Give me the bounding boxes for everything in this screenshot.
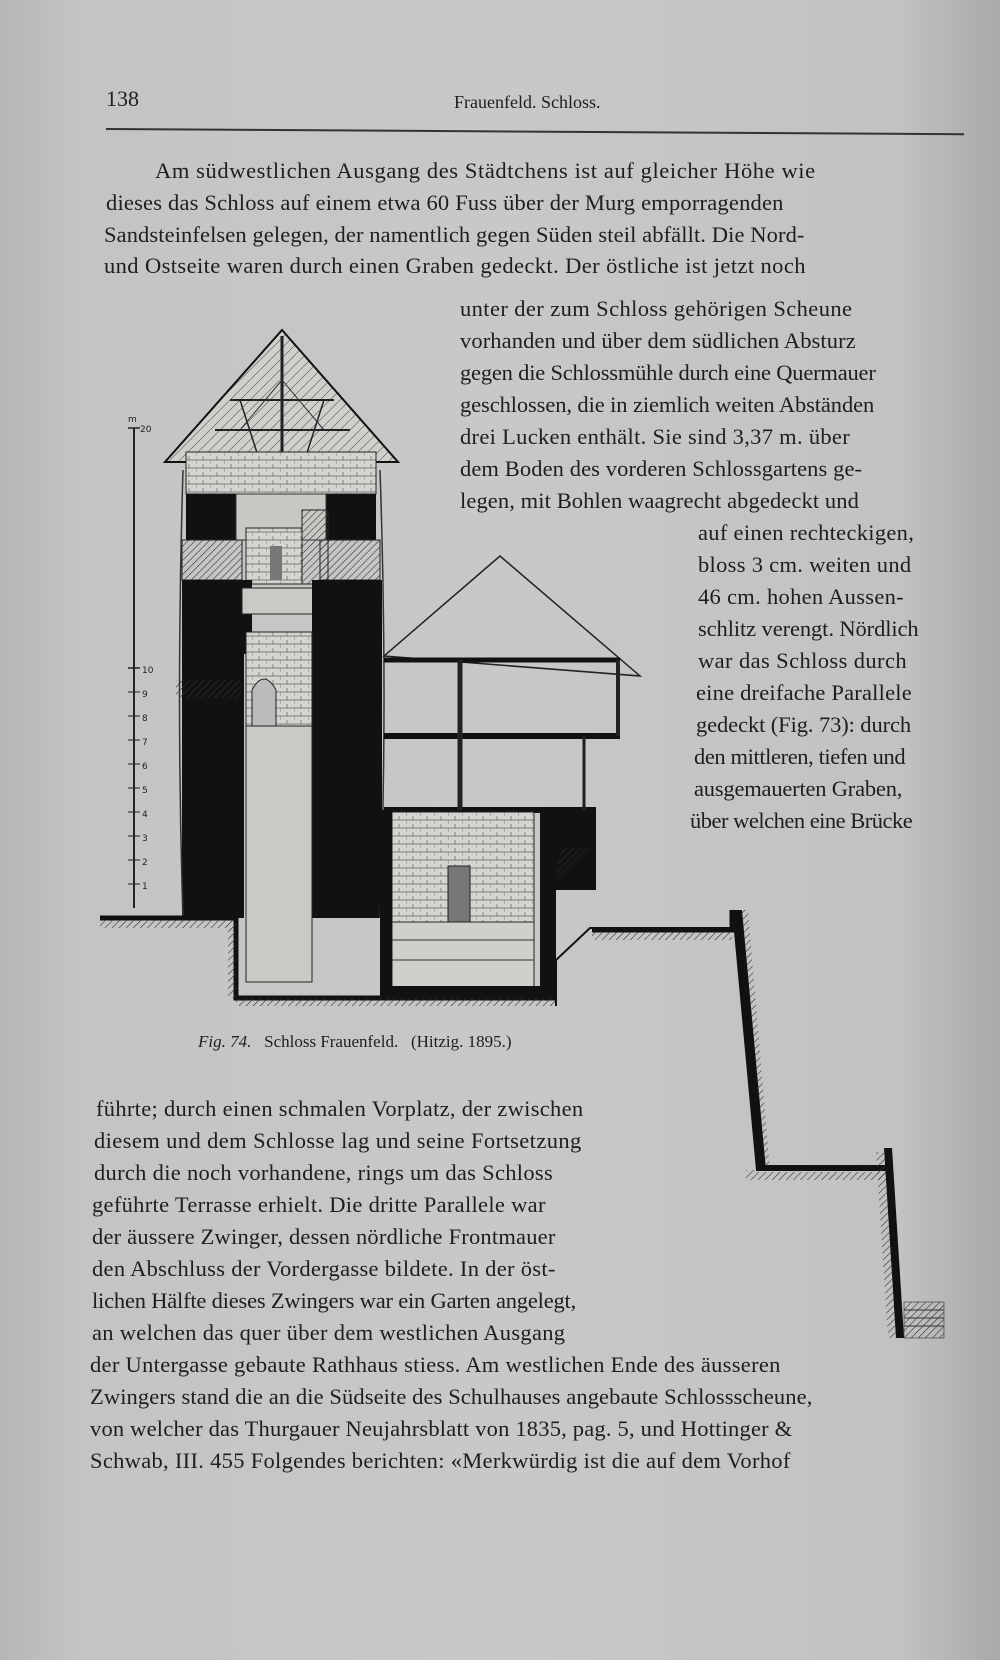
text-line: ausgemauerten Graben, (694, 776, 903, 801)
text-line: 46 cm. hohen Aussen- (698, 584, 904, 609)
scale-unit: m (128, 415, 137, 425)
tower-walls (176, 452, 384, 982)
running-title: Frauenfeld. Schloss. (454, 92, 601, 112)
scale-tick-label: 6 (142, 762, 148, 772)
text-line: an welchen das quer über dem westlichen Ausgang (92, 1320, 566, 1345)
scale-tick-label: 2 (142, 858, 148, 868)
text-line: vorhanden und über dem südlichen Absturz (460, 328, 856, 353)
caption-source: (Hitzig. 1895.) (410, 1032, 512, 1051)
text-line: führte; durch einen schmalen Vorplatz, der zwischen (96, 1096, 584, 1121)
caption-label: Fig. 74. (198, 1032, 252, 1051)
text-line: lichen Hälfte dieses Zwingers war ein Garten angelegt, (92, 1288, 577, 1313)
text-line: diesem und dem Schlosse lag und seine Fortsetzung (94, 1128, 582, 1153)
text-line: eine dreifache Parallele (696, 680, 912, 705)
scale-tick-label: 20 (140, 425, 152, 435)
caption-title: Schloss Frauenfeld. (264, 1032, 399, 1051)
text-line: den mittleren, tiefen und (694, 744, 906, 769)
scale-tick-label: 5 (142, 786, 148, 796)
scale-tick-label: 10 (142, 666, 154, 676)
text-line: gegen die Schlossmühle durch eine Quermauer (460, 360, 876, 385)
scale-tick-label: 4 (142, 810, 148, 820)
text-line: und Ostseite waren durch einen Graben gedeckt. Der östliche ist jetzt noch (104, 253, 806, 278)
text-line: schlitz verengt. Nördlich (698, 616, 919, 641)
text-line: über welchen eine Brücke (690, 808, 913, 833)
tower-roof (165, 330, 398, 462)
text-line: Zwingers stand die an die Südseite des Schulhauses angebaute Schlossscheune, (90, 1384, 813, 1409)
text-line: der äussere Zwinger, dessen nördliche Frontmauer (92, 1224, 556, 1249)
scale-tick-label: 1 (142, 882, 148, 892)
scale-tick-label: 8 (142, 714, 148, 724)
text-line: dieses das Schloss auf einem etwa 60 Fuss über der Murg emporragenden (106, 190, 784, 215)
text-line: bloss 3 cm. weiten und (698, 552, 912, 577)
text-line: legen, mit Bohlen waagrecht abgedeckt und (460, 488, 859, 513)
page-number: 138 (106, 86, 139, 111)
text-line: geschlossen, die in ziemlich weiten Abständen (460, 392, 875, 417)
text-line: durch die noch vorhandene, rings um das Schloss (94, 1160, 554, 1185)
text-line: Am südwestlichen Ausgang des Städtchens ist auf gleicher Höhe wie (155, 158, 816, 183)
text-line: Sandsteinfelsen gelegen, der namentlich gegen Süden steil abfällt. Die Nord- (104, 222, 805, 247)
text-line: von welcher das Thurgauer Neujahrsblatt von 1835, pag. 5, und Hottinger & (90, 1416, 793, 1441)
text-line: der Untergasse gebaute Rathhaus stiess. Am westlichen Ende des äusseren (90, 1352, 781, 1377)
text-line: Schwab, III. 455 Folgendes berichten: «Merkwürdig ist die auf dem Vorhof (90, 1448, 791, 1473)
text-line: drei Lucken enthält. Sie sind 3,37 m. über (460, 424, 851, 449)
text-line: gedeckt (Fig. 73): durch (696, 712, 912, 737)
scale-tick-label: 3 (142, 834, 148, 844)
scale-tick-label: 9 (142, 690, 148, 700)
text-line: auf einen rechteckigen, (698, 520, 915, 545)
text-line: den Abschluss der Vordergasse bildete. In der öst- (92, 1256, 556, 1281)
text-line: unter der zum Schloss gehörigen Scheune (460, 296, 853, 321)
scale-bar (128, 415, 154, 908)
scale-tick-label: 7 (142, 738, 148, 748)
text-line: geführte Terrasse erhielt. Die dritte Parallele war (92, 1192, 546, 1217)
text-line: dem Boden des vorderen Schlossgartens ge- (460, 456, 863, 481)
text-line: war das Schloss durch (698, 648, 907, 673)
